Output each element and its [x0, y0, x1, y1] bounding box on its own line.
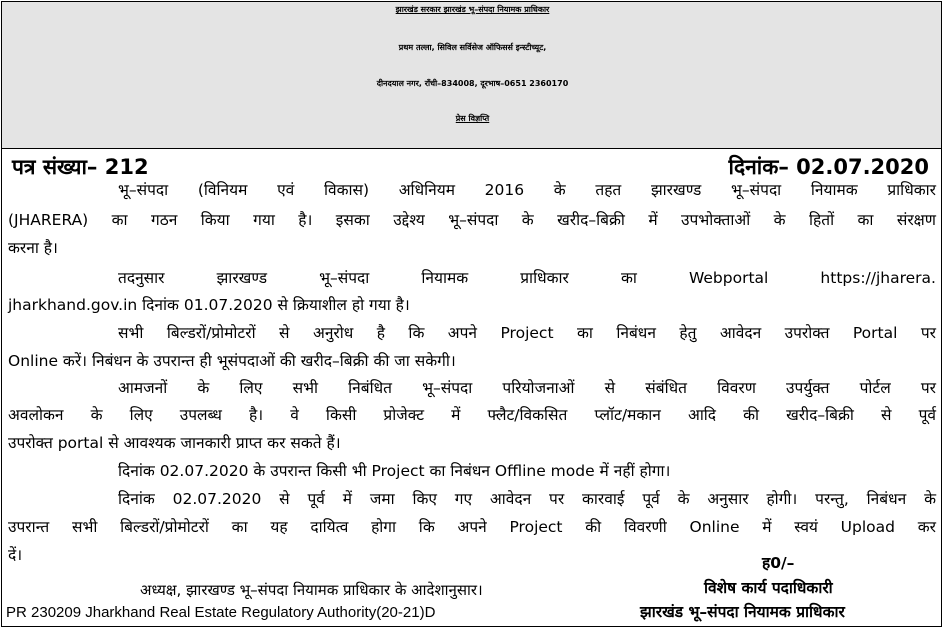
- header-address-line2: दीनदयाल नगर, राँची–834008, दूरभाष–0651 2360170: [376, 79, 569, 88]
- release-code: PR 230209 Jharkhand Real Estate Regulatory Authority(20-21)D: [6, 604, 436, 621]
- signature-mark: ह0/–: [762, 554, 795, 572]
- press-release-heading: प्रेस विज्ञप्ति: [455, 114, 490, 123]
- body-line: सभी बिल्डरों/प्रोमोटरों से अनुरोध है कि अपने Project का निबंधन हेतु आवेदन उपरोक्त Portal पर: [118, 324, 936, 342]
- notice-header: [2, 2, 941, 149]
- body-line: तदनुसार झारखण्ड भू–संपदा नियामक प्राधिकार का Webportal https://jharera.: [118, 269, 936, 287]
- body-line: jharkhand.gov.in दिनांक 01.07.2020 से क्रियाशील हो गया है।: [8, 296, 410, 314]
- body-line: आमजनों के लिए सभी निबंधित भू–संपदा परियोजनाओं से संबंधित विवरण उपर्युक्त पोर्टल पर: [118, 379, 936, 397]
- letter-date: दिनांक– 02.07.2020: [728, 155, 929, 179]
- header-address-line1: प्रथम तल्ला, सिविल सर्विसेज ऑफिसर्स इन्स्टीच्यूट,: [398, 43, 547, 52]
- body-line: Online करें। निबंधन के उपरान्त ही भूसंपदाओं की खरीद–बिक्री की जा सकेगी।: [8, 352, 456, 370]
- body-line: उपरान्त सभी बिल्डरों/प्रोमोटरों का यह दायित्व होगा कि अपने Project की विवरणी Online में स्वयं Upload कर: [8, 518, 936, 536]
- body-line: (JHARERA) का गठन किया गया है। इसका उद्देश्य भू–संपदा के खरीद–बिक्री में उपभोक्ताओं के हितों का संरक्षण: [8, 211, 936, 229]
- body-line: उपरोक्त portal से आवश्यक जानकारी प्राप्त कर सकते हैं।: [8, 434, 341, 452]
- body-line: अवलोकन के लिए उपलब्ध है। वे किसी प्रोजेक्ट में फ्लैट/विकसित प्लॉट/मकान आदि की खरीद–बिक्री से पूर्व: [8, 406, 936, 424]
- body-line: दिनांक 02.07.2020 से पूर्व में जमा किए गए आवेदन पर कारवाई पूर्व के अनुसार होगी। परन्तु, निबंधन के: [118, 490, 936, 508]
- body-line: दें।: [8, 546, 23, 564]
- order-line: अध्यक्ष, झारखण्ड भू–संपदा नियामक प्राधिकार के आदेशानुसार।: [140, 581, 483, 599]
- body-line: भू–संपदा (विनियम एवं विकास) अधिनियम 2016 के तहत झारखण्ड भू–संपदा नियामक प्राधिकार: [118, 181, 936, 199]
- letter-number: पत्र संख्या– 212: [12, 155, 149, 179]
- body-line: करना है।: [8, 239, 58, 257]
- body-line: दिनांक 02.07.2020 के उपरान्त किसी भी Project का निबंधन Offline mode में नहीं होगा।: [118, 462, 671, 480]
- signature-office: झारखंड भू–संपदा नियामक प्राधिकार: [640, 603, 845, 621]
- header-title: झारखंड सरकार झारखंड भू–संपदा नियामक प्राधिकार: [395, 5, 550, 14]
- signature-designation: विशेष कार्य पदाधिकारी: [704, 579, 833, 597]
